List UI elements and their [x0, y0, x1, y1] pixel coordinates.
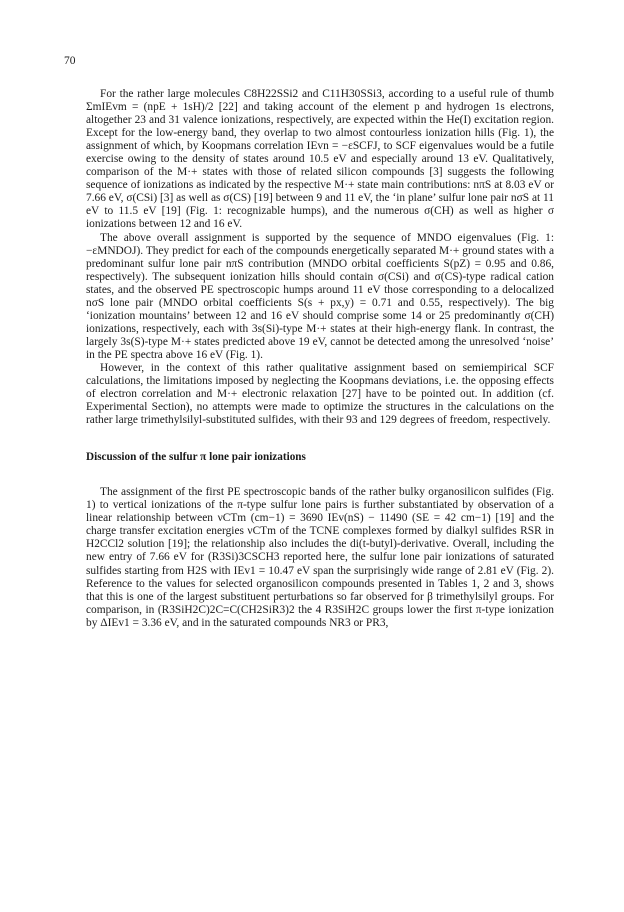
paragraph-1: For the rather large molecules C8H22SSi2 and C11H30SSi3, according to a useful rule of thumb ΣmIEvm = (npE + 1sH)/2 [22] and taking account of the element p and hydrogen 1s electrons, altogether 23 and 31 valence ionizations, respectively, are expected within the He(I) excitation region. Except for the low-energy band, they overlap to two almost contourless ionization hills (Fig. 1), the assignment of which, by Koopmans correlation IEvn = −εSCFJ, to SCF eigenvalues would be a futile exercise owing to the density of states around 10.5 eV and especially around 13 eV. Qualitatively, comparison of the M·+ states with those of related silicon compounds [3] suggests the following sequence of ionizations as indicated by the respective M·+ state main contributions: nπS at 8.03 eV or 7.66 eV, σ(CSi) [3] as well as σ(CS) [19] between 9 and 11 eV, the ‘in plane’ sulfur lone pair nσS at 11 eV to 11.5 eV [19] (Fig. 1: recognizable humps), and the numerous σ(CH) as well as higher σ ionizations between 12 and 16 eV.: [86, 88, 554, 231]
body-text: [86, 88, 554, 630]
paragraph-3: However, in the context of this rather qualitative assignment based on semiempirical SCF calculations, the limitations imposed by neglecting the Koopmans deviations, i.e. the opposing effects of electron correlation and M·+ electronic relaxation [27] have to be pointed out. In addition (cf. Experimental Section), no attempts were made to optimize the structures in the calculations on the rather large trimethylsilyl-substituted sulfides, with their 93 and 129 degrees of freedom, respectively.: [86, 361, 554, 427]
page-number: 70: [64, 55, 76, 67]
paragraph-2: The above overall assignment is supported by the sequence of MNDO eigenvalues (Fig. 1: −εMNDOJ). They predict for each of the compounds energetically separated M·+ ground states with a predominant sulfur lone pair nπS contribution (MNDO orbital coefficients S(pZ) = 0.95 and 0.86, respectively). The subsequent ionization hills should contain σ(CSi) and σ(CS)-type radical cation states, and the observed PE spectroscopic humps around 11 eV those corresponding to a delocalized nσS lone pair (MNDO orbital coefficients S(s + px,y) = 0.71 and 0.55, respectively). The big ‘ionization mountains’ between 12 and 16 eV should comprise some 14 or 25 predominantly σ(CH) ionizations, respectively, each with 3s(Si)-type M·+ states at their high-energy flank. In contrast, the largely 3s(S)-type M·+ states predicted above 19 eV, cannot be detected among the unresolved ‘noise’ in the PE spectra above 16 eV (Fig. 1).: [86, 231, 554, 361]
section-heading: Discussion of the sulfur π lone pair ionizations: [86, 451, 306, 464]
paragraph-4: The assignment of the first PE spectroscopic bands of the rather bulky organosilicon sulfides (Fig. 1) to vertical ionizations of the π-type sulfur lone pairs is further substantiated by observation of a linear relationship between νCTm (cm−1) = 3690 IEv(nS) − 11490 (SE = 42 cm−1) [19] and the charge transfer excitation energies νCTm of the TCNE complexes formed by dialkyl sulfides RSR in H2CCl2 solution [19]; the relationship also includes the di(t-butyl)-derivative. Overall, including the new entry of 7.66 eV for (R3Si)3CSCH3 reported here, the sulfur lone pair ionizations of saturated sulfides starting from H2S with IEv1 = 10.47 eV span the surprisingly wide range of 2.81 eV (Fig. 2). Reference to the values for selected organosilicon compounds presented in Tables 1, 2 and 3, shows that this is one of the largest substituent perturbations so far observed for β trimethylsilyl groups. For comparison, in (R3SiH2C)2C=C(CH2SiR3)2 the 4 R3SiH2C groups lower the first π-type ionization by ΔIEv1 = 3.36 eV, and in the saturated compounds NR3 or PR3,: [86, 486, 554, 629]
